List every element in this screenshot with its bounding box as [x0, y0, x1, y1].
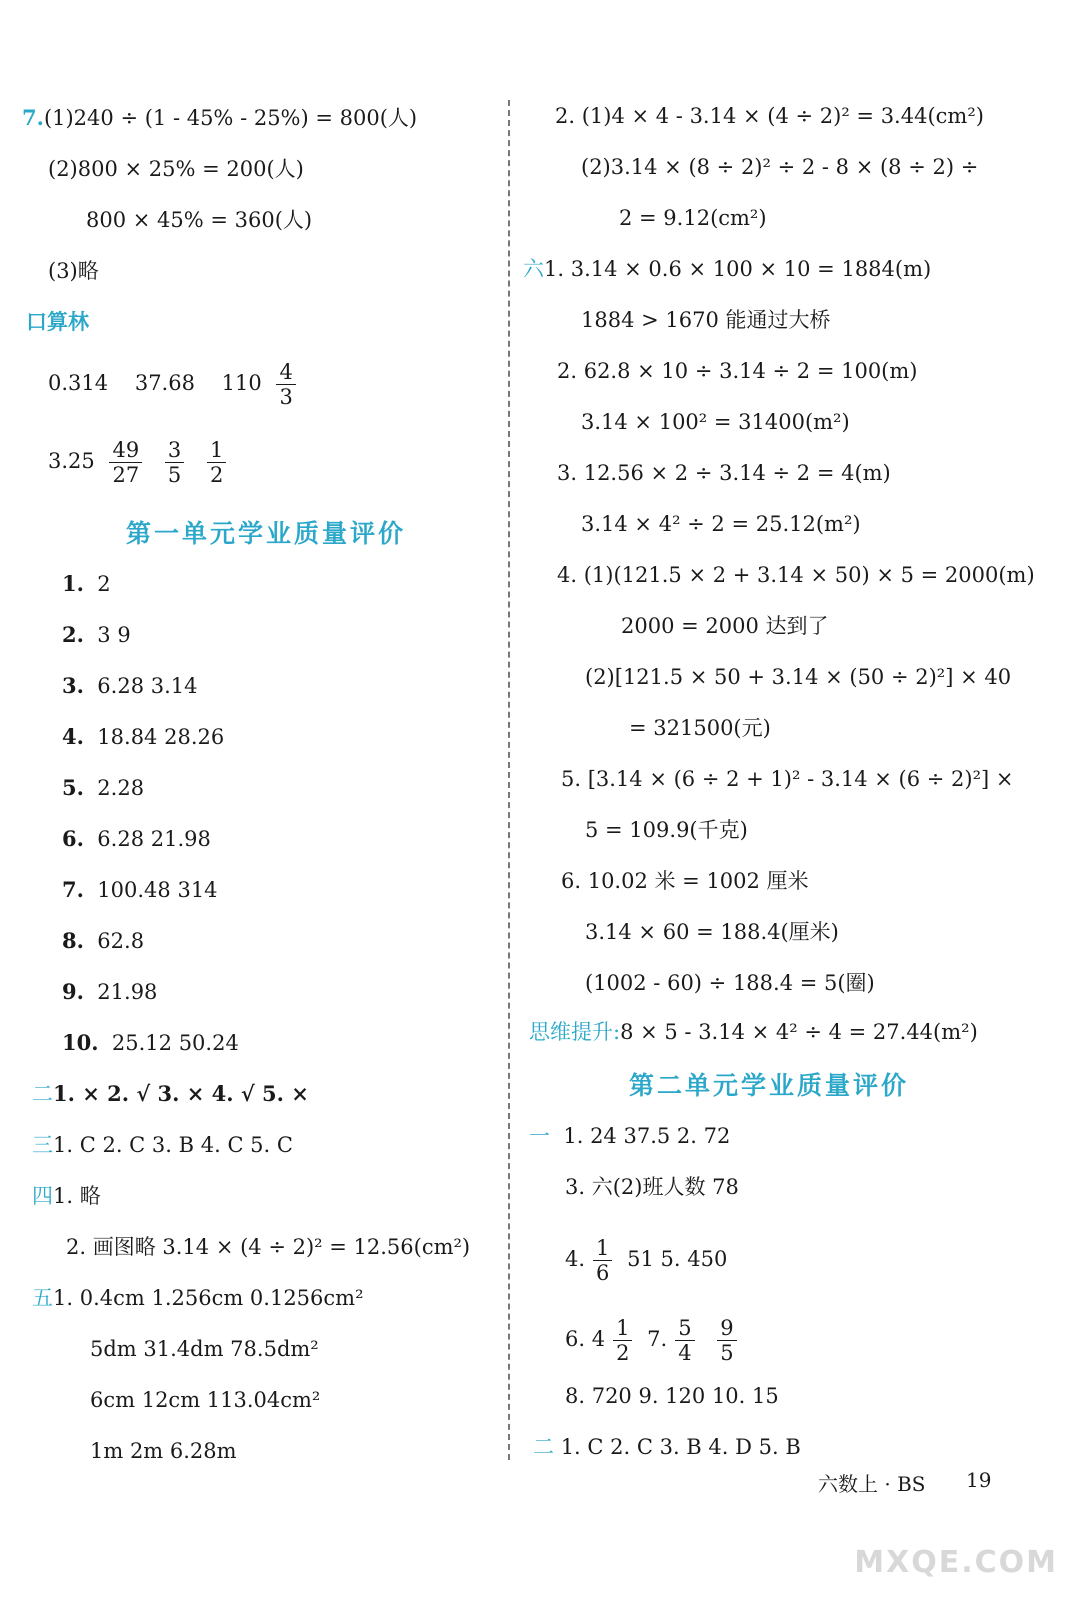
part6-q6: 6. 10.02 米 = 1002 厘米	[561, 869, 809, 893]
fraction: $\frac{1}{6}$	[593, 1236, 612, 1285]
column-divider	[508, 100, 510, 1460]
footer-book-label: 六数上 · BS	[818, 1472, 926, 1496]
unit2-q8: 8. 720 9. 120 10. 15	[565, 1384, 779, 1408]
q7-line-1: 7.(1)240 ÷ (1 - 45% - 25%) = 800(人)	[22, 105, 418, 130]
part6-q4-line2: 2000 = 2000 达到了	[621, 614, 829, 638]
unit1-q2: 2. 3 9	[62, 622, 131, 647]
unit1-q9: 9. 21.98	[62, 979, 158, 1004]
unit2-q1: 一 1. 24 37.5 2. 72	[529, 1124, 731, 1148]
unit1-part4: 四1. 略	[32, 1184, 101, 1208]
unit1-part5-line2: 5dm 31.4dm 78.5dm²	[90, 1337, 319, 1361]
part6-q3-line2: 3.14 × 4² ÷ 2 = 25.12(m²)	[581, 512, 861, 536]
part6-q2: 2. 62.8 × 10 ÷ 3.14 ÷ 2 = 100(m)	[557, 359, 918, 383]
fraction: $\frac{4}{3}$	[276, 360, 295, 409]
unit2-q4: 4. $\frac{1}{6}$ 51 5. 450	[565, 1236, 728, 1285]
unit1-q7: 7. 100.48 314	[62, 877, 218, 902]
q7-line-4: (3)略	[48, 259, 99, 283]
page-number: 19	[966, 1468, 992, 1492]
unit1-q6: 6. 6.28 21.98	[62, 826, 211, 851]
q7-line-2: (2)800 × 25% = 200(人)	[48, 157, 304, 181]
kousuan-title: 口算林	[26, 310, 89, 334]
unit1-part4-q2: 2. 画图略 3.14 × (4 ÷ 2)² = 12.56(cm²)	[66, 1235, 471, 1259]
fraction: $\frac{1}{2}$	[613, 1316, 632, 1365]
q2-line-1: 2. (1)4 × 4 - 3.14 × (4 ÷ 2)² = 3.44(cm²)	[555, 104, 984, 128]
part6-q5: 5. [3.14 × (6 ÷ 2 + 1)² - 3.14 × (6 ÷ 2)²] ×	[561, 767, 1014, 791]
unit1-part3: 三1. C 2. C 3. B 4. C 5. C	[32, 1133, 293, 1157]
think-ahead: 思维提升:8 × 5 - 3.14 × 4² ÷ 4 = 27.44(m²)	[529, 1020, 978, 1044]
unit1-q5: 5. 2.28	[62, 775, 145, 800]
part6-q6-line2: 3.14 × 60 = 188.4(厘米)	[585, 920, 839, 944]
unit1-part5-line4: 1m 2m 6.28m	[90, 1439, 237, 1463]
part6-q4: 4. (1)(121.5 × 2 + 3.14 × 50) × 5 = 2000(m)	[557, 563, 1035, 587]
unit1-q3: 3. 6.28 3.14	[62, 673, 198, 698]
watermark-logo: MXQE.COM	[854, 1545, 1058, 1580]
unit1-title: 第一单元学业质量评价	[126, 519, 407, 548]
kousuan-row-1: 0.314 37.68 110 $\frac{4}{3}$	[48, 360, 304, 409]
part6-q1-line2: 1884 > 1670 能通过大桥	[581, 308, 831, 332]
unit1-q10: 10. 25.12 50.24	[62, 1030, 239, 1055]
unit1-part5-line3: 6cm 12cm 113.04cm²	[90, 1388, 321, 1412]
fraction: $\frac{49}{27}$	[109, 438, 142, 487]
unit2-part2: 二 1. C 2. C 3. B 4. D 5. B	[533, 1435, 801, 1459]
part6-q1: 六1. 3.14 × 0.6 × 100 × 10 = 1884(m)	[523, 257, 932, 281]
q2-line-2: (2)3.14 × (8 ÷ 2)² ÷ 2 - 8 × (8 ÷ 2) ÷	[581, 155, 979, 179]
unit1-part2: 二1. × 2. √ 3. × 4. √ 5. ×	[32, 1081, 309, 1106]
unit1-q8: 8. 62.8	[62, 928, 145, 953]
unit2-q3: 3. 六(2)班人数 78	[565, 1175, 739, 1199]
part6-q3: 3. 12.56 × 2 ÷ 3.14 ÷ 2 = 4(m)	[557, 461, 891, 485]
part6-q4-line4: = 321500(元)	[629, 716, 771, 740]
unit1-q4: 4. 18.84 28.26	[62, 724, 225, 749]
part6-q5-line2: 5 = 109.9(千克)	[585, 818, 748, 842]
unit2-q6: 6. 4 $\frac{1}{2}$ 7. $\frac{5}{4}$ $\frac{9}{5}$	[565, 1316, 745, 1365]
fraction: $\frac{9}{5}$	[717, 1316, 736, 1365]
part6-q6-line3: (1002 - 60) ÷ 188.4 = 5(圈)	[585, 971, 875, 995]
unit1-part5: 五1. 0.4cm 1.256cm 0.1256cm²	[32, 1286, 364, 1310]
unit1-q1: 1. 2	[62, 571, 111, 596]
kousuan-row-2: 3.25 $\frac{49}{27}$ $\frac{3}{5}$ $\frac{1}{2}$	[48, 438, 234, 487]
fraction: $\frac{1}{2}$	[207, 438, 226, 487]
unit2-title: 第二单元学业质量评价	[629, 1071, 910, 1100]
q2-line-3: 2 = 9.12(cm²)	[619, 206, 767, 230]
part6-q4-line3: (2)[121.5 × 50 + 3.14 × (50 ÷ 2)²] × 40	[585, 665, 1012, 689]
fraction: $\frac{3}{5}$	[165, 438, 184, 487]
part6-q2-line2: 3.14 × 100² = 31400(m²)	[581, 410, 850, 434]
q7-line-3: 800 × 45% = 360(人)	[86, 208, 313, 232]
fraction: $\frac{5}{4}$	[675, 1316, 694, 1365]
